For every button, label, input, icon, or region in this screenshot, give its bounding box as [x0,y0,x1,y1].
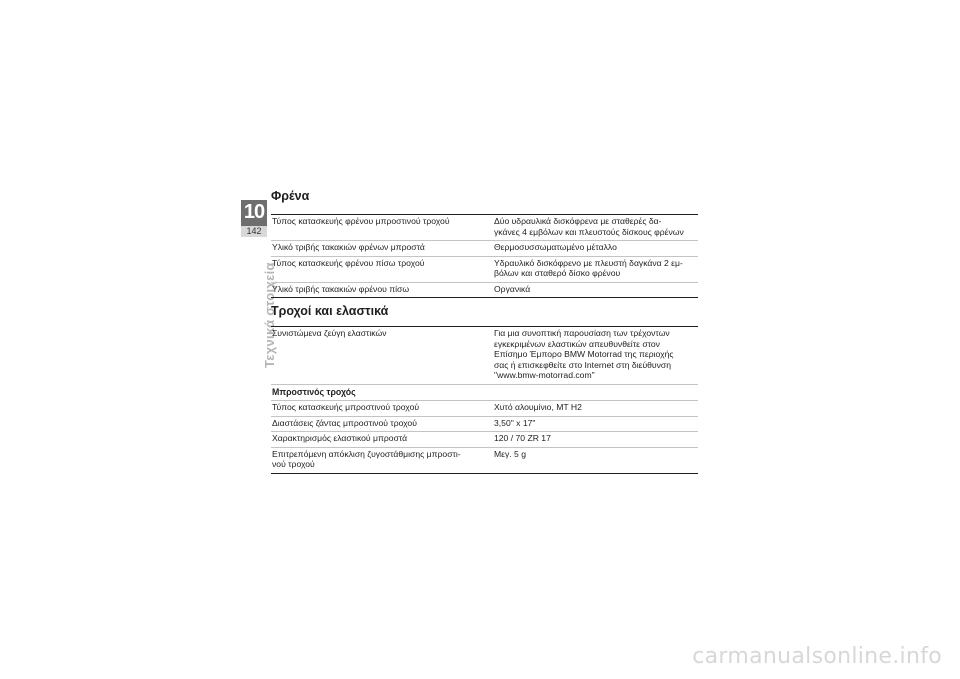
spec-label: Χαρακτηρισμός ελαστικού μπροστά [271,432,494,448]
spec-label: Τύπος κατασκευής μπροστινού τροχού [271,401,494,417]
table-row [271,241,698,257]
brakes-heading: Φρένα [271,189,310,203]
spec-label: Τύπος κατασκευής φρένου μπροστινού τροχού [271,215,494,241]
spec-label: Υλικό τριβής τακακιών φρένων μπροστά [271,241,494,257]
table-row [271,401,698,417]
wheels-table [271,326,698,474]
spec-value: Χυτό αλουμίνιο, MT H2 [494,401,698,417]
spec-value: 3,50" x 17" [494,416,698,432]
spec-value: Υδραυλικό δισκόφρενο με πλευστή δαγκάνα 2 εμ- βόλων και σταθερό δίσκο φρένου [494,256,698,282]
spec-value: Για μια συνοπτική παρουσίαση των τρέχοντων εγκεκριμένων ελαστικών απευθυνθείτε στον Επίσημο Έμπορο BMW Motorrad της περιοχής σας ή επισκεφθείτε στο Internet στη διεύθυνση "www.bmw-motorrad.com" [494,327,698,385]
page-number: 142 [241,226,267,237]
table-row [271,282,698,298]
spec-label: Συνιστώμενα ζεύγη ελαστικών [271,327,494,385]
table-row [271,256,698,282]
table-row [271,327,698,385]
spec-value: 120 / 70 ZR 17 [494,432,698,448]
chapter-side-title: Τεχνικά στοιχεία [262,262,277,368]
spec-label: Τύπος κατασκευής φρένου πίσω τροχού [271,256,494,282]
front-wheel-subheading-row [271,384,698,401]
table-row [271,215,698,241]
brakes-table [271,214,698,298]
table-row [271,432,698,448]
table-row [271,447,698,473]
spec-value: Δύο υδραυλικά δισκόφρενα με σταθερές δα- γκάνες 4 εμβόλων και πλευστούς δίσκους φρένων [494,215,698,241]
spec-value: Θερμοσυσσωματωμένο μέταλλο [494,241,698,257]
table-row [271,416,698,432]
spec-label: Επιτρεπόμενη απόκλιση ζυγοστάθμισης μπροστι- νού τροχού [271,447,494,473]
front-wheel-subheading: Μπροστινός τροχός [271,384,698,401]
watermark: carmanualsonline.info [692,644,942,669]
wheels-heading: Τροχοί και ελαστικά [271,304,389,318]
spec-label: Διαστάσεις ζάντας μπροστινού τροχού [271,416,494,432]
spec-label: Υλικό τριβής τακακιών φρένου πίσω [271,282,494,298]
page-content [271,188,698,474]
chapter-number: 10 [243,201,265,223]
spec-value: Μεγ. 5 g [494,447,698,473]
spec-value: Οργανικά [494,282,698,298]
